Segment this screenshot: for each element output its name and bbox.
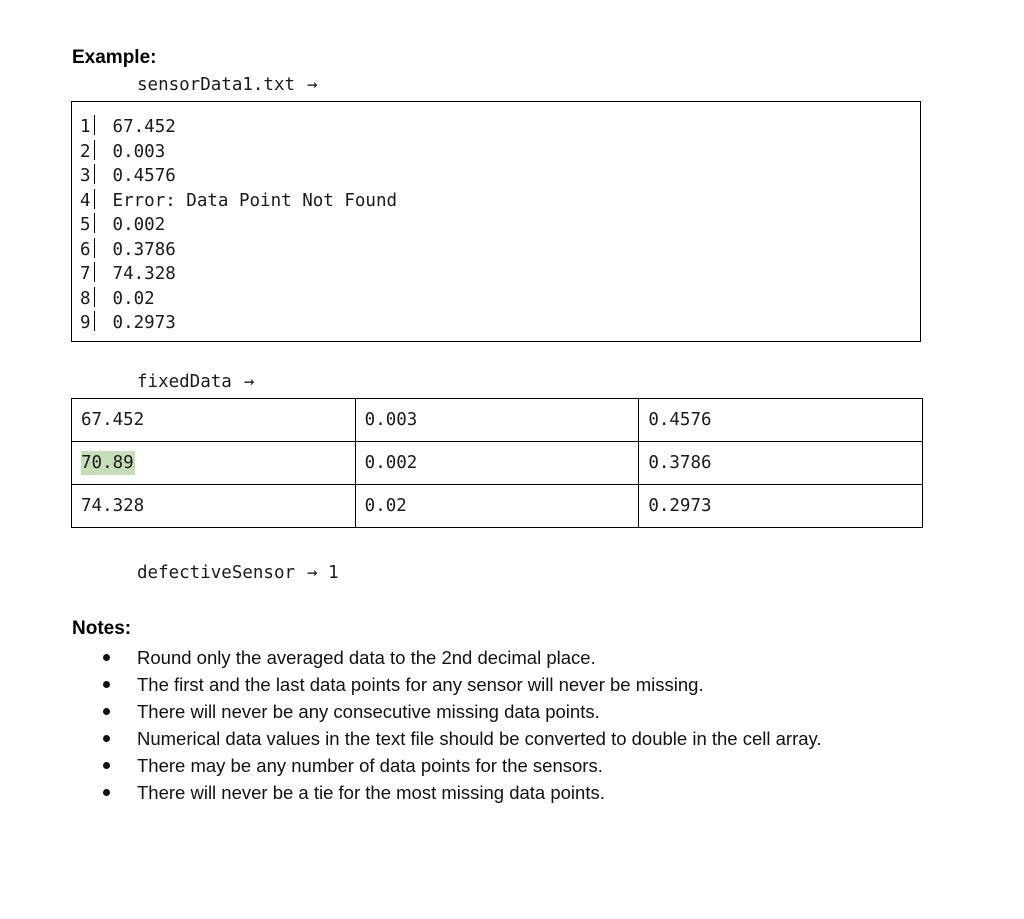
line-text: 0.002 <box>112 215 166 235</box>
file-line <box>80 189 920 214</box>
line-separator <box>94 140 105 160</box>
line-separator <box>94 262 105 282</box>
table-cell: 0.002 <box>355 442 639 485</box>
line-text: 74.328 <box>112 264 176 284</box>
bullet-icon <box>103 789 110 796</box>
line-separator <box>94 115 105 135</box>
line-number: 5 <box>80 215 91 235</box>
file-line <box>80 213 920 238</box>
line-separator <box>94 213 105 233</box>
list-item: There will never be any consecutive missing data points. <box>0 698 822 725</box>
table-row <box>72 485 923 528</box>
bullet-icon <box>103 762 110 769</box>
notes-list <box>0 644 822 806</box>
line-text: 0.2973 <box>112 313 176 333</box>
line-text: 0.4576 <box>112 166 176 186</box>
line-text: Error: Data Point Not Found <box>112 190 398 211</box>
line-separator <box>94 189 105 209</box>
line-number: 2 <box>80 141 91 162</box>
fixed-data-name: fixedData <box>137 372 232 392</box>
arrow-icon: → <box>243 372 255 392</box>
table-cell: 74.328 <box>72 485 356 528</box>
table-cell <box>72 442 356 485</box>
line-text: 0.003 <box>112 141 166 162</box>
fixed-data-table <box>71 398 923 528</box>
line-text: 67.452 <box>112 117 176 137</box>
line-number: 8 <box>80 288 91 309</box>
list-item: There may be any number of data points for the sensors. <box>0 752 822 779</box>
table-cell: 0.4576 <box>639 399 923 442</box>
file-line <box>80 311 920 336</box>
list-item: The first and the last data points for any sensor will never be missing. <box>0 671 822 698</box>
list-item: There will never be a tie for the most missing data points. <box>0 779 822 806</box>
fixed-data-label-line <box>137 372 254 392</box>
file-contents-box <box>71 101 921 342</box>
file-line <box>80 140 920 165</box>
example-heading: Example: <box>72 47 157 68</box>
line-number: 4 <box>80 190 91 211</box>
line-separator <box>94 287 105 307</box>
line-separator <box>94 238 105 258</box>
notes-heading: Notes: <box>72 618 132 639</box>
table-cell: 0.003 <box>355 399 639 442</box>
file-line <box>80 115 920 140</box>
file-line <box>80 164 920 189</box>
table-row <box>72 442 923 485</box>
list-item: Numerical data values in the text file should be converted to double in the cell array. <box>0 725 822 752</box>
file-label-line <box>137 75 318 95</box>
line-number: 9 <box>80 313 91 333</box>
bullet-icon <box>103 654 110 661</box>
table-cell: 67.452 <box>72 399 356 442</box>
table-cell: 0.02 <box>355 485 639 528</box>
line-number: 6 <box>80 239 91 260</box>
line-number: 7 <box>80 264 91 284</box>
arrow-icon: → <box>307 563 318 583</box>
file-line <box>80 287 920 312</box>
file-line <box>80 238 920 263</box>
highlighted-value: 70.89 <box>81 453 134 473</box>
table-row <box>72 399 923 442</box>
bullet-icon <box>103 681 110 688</box>
line-text: 0.02 <box>112 288 155 309</box>
line-separator <box>94 311 105 331</box>
line-number: 1 <box>80 117 91 137</box>
bullet-icon <box>103 735 110 742</box>
line-text: 0.3786 <box>112 239 176 260</box>
defective-sensor-name: defectiveSensor <box>137 563 296 583</box>
bullet-icon <box>103 708 110 715</box>
line-number: 3 <box>80 166 91 186</box>
table-cell: 0.2973 <box>639 485 923 528</box>
line-separator <box>94 164 105 184</box>
defective-sensor-line <box>137 563 339 583</box>
defective-sensor-value: 1 <box>328 563 339 583</box>
list-item: Round only the averaged data to the 2nd decimal place. <box>0 644 822 671</box>
file-name: sensorData1.txt <box>137 75 296 95</box>
arrow-icon: → <box>307 75 318 95</box>
table-cell: 0.3786 <box>639 442 923 485</box>
file-line <box>80 262 920 287</box>
